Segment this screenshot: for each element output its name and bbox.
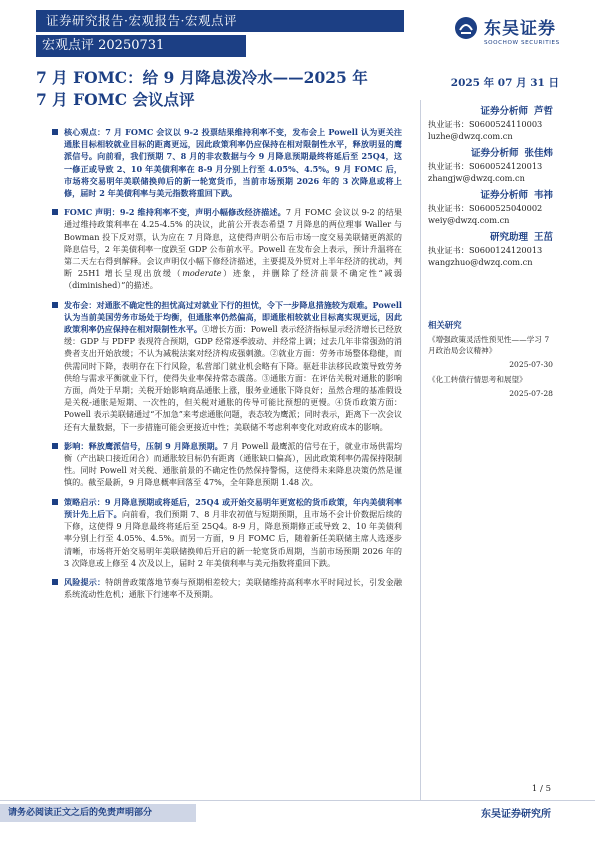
related-item-title[interactable]: 《增强政策灵活性预见性——学习 7 月政治局会议精神》 (428, 334, 550, 355)
analyst-card (428, 104, 553, 142)
related-item-title[interactable]: 《化工转债行情思考和展望》 (428, 375, 527, 384)
bullet-body-tail: ）迹象，并删除了经济前景不确定性“减弱（diminished）”的描述。 (64, 268, 402, 291)
analyst-email[interactable]: wangzhuo@dwzq.com.cn (428, 256, 533, 267)
analyst-role: 证券分析师 (480, 190, 528, 201)
bullet-body-text: 7 月 Powell 最鹰派的信号在于，就业市场供需均衡（产出缺口接近闭合）而通胀较目标仍有距离（通胀缺口偏高），因此政策利率仍需保持限制性。同时 Powell 对关税、通胀前景的不确定性仍然保持警惕，这使得未来降息决策仍然是谨慎的。截至最新，9 月降息概率回落至 47%，全年降息预期 1.48 次。 (64, 440, 402, 488)
report-title (36, 67, 396, 111)
bullet-square-icon (52, 209, 58, 215)
disclaimer-band: 请务必阅读正文之后的免责声明部分 (0, 804, 196, 822)
analyst-cert: 执业证书：S0600524120013 (428, 161, 543, 171)
related-item-date: 2025-07-30 (509, 359, 553, 369)
analyst-role: 证券分析师 (480, 106, 528, 117)
related-item-date: 2025-07-28 (509, 388, 553, 398)
bullet-square-icon (52, 499, 58, 505)
report-type-label: 宏观点评 20250731 (36, 35, 246, 57)
page-number: 1 / 5 (531, 784, 551, 794)
bullet-body-text: 特朗普政策落地节奏与预期相差较大；美联储维持高利率水平时间过长，引发金融系统流动性危机；通胀下行速率不及预期。 (64, 576, 402, 600)
bullet-bold-text: 风险提示： (64, 576, 106, 587)
analyst-email[interactable]: weiy@dwzq.com.cn (428, 214, 510, 225)
related-research (428, 320, 553, 403)
analyst-card (428, 230, 553, 268)
analyst-email[interactable]: zhangjw@dwzq.com.cn (428, 172, 525, 183)
bullet-square-icon (52, 302, 58, 308)
bullet-fomc-statement (52, 206, 402, 291)
bullet-bold-text: 核心观点：7 月 FOMC 会议以 9-2 投票结果维持利率不变，发布会上 Powell 认为更关注通胀目标相较就业目标的距离更远，因此政策利率仍应保持在相对限制性水平，释放明显的鹰派信号。向前看，我们预期 7、8 月的非农数据与今 9 月降息预期最终将延后至 25Q4，这一修正或导致 2、10 年美债利率在 8-9 月分别上行至 4.05%、4.5%。9 月 FOMC 后，市场将交易明年美联储换帅后的新一轮宽货币，当前市场预期 2026 年的 3 次降息或将上修，届时 2 年美债利率与美元指数将重回下跌。 (64, 127, 402, 199)
analyst-cert: 执业证书：S0600124120013 (428, 245, 543, 255)
main-body (52, 126, 402, 607)
bullet-bold-text: 影响：释放鹰派信号，压制 9 月降息预期。 (64, 440, 223, 451)
bullet-square-icon (52, 579, 58, 585)
category-bar: 证券研究报告·宏观报告·宏观点评 (36, 10, 404, 32)
bullet-core-view (52, 126, 402, 199)
logo-mark-icon (454, 16, 478, 40)
analyst-name: 芦哲 (533, 106, 553, 117)
bullet-italic-term: moderate (182, 268, 222, 279)
analyst-cert: 执业证书：S0600525040002 (428, 203, 543, 213)
logo-en-text: SOOCHOW SECURITIES (484, 40, 560, 46)
related-heading: 相关研究 (428, 320, 462, 330)
bullet-impact (52, 440, 402, 489)
analyst-name: 韦祎 (533, 190, 553, 201)
bullet-square-icon (52, 443, 58, 449)
analyst-panel (428, 104, 553, 272)
analyst-name: 张佳炜 (524, 148, 553, 159)
firm-name: 东吴证券研究所 (481, 809, 551, 820)
report-date: 2025 年 07 月 31 日 (450, 77, 559, 89)
bullet-press-conference (52, 299, 402, 433)
logo-cn-text: 东吴证券 (484, 19, 556, 39)
brand-logo (454, 14, 566, 54)
title-line-2: 7 月 FOMC 会议点评 (36, 90, 195, 109)
title-line-1: 7 月 FOMC：给 9 月降息泼冷水——2025 年 (36, 68, 368, 87)
analyst-role: 证券分析师 (470, 148, 519, 159)
analyst-role: 研究助理 (489, 232, 528, 243)
bullet-bold-text: FOMC 声明：9-2 维持利率不变，声明小幅修改经济描述。 (64, 207, 286, 218)
analyst-email[interactable]: luzhe@dwzq.com.cn (428, 130, 513, 141)
analyst-cert: 执业证书：S0600524110003 (428, 119, 543, 129)
footer-divider (0, 800, 595, 801)
analyst-card (428, 188, 553, 226)
analyst-name: 王茁 (533, 232, 553, 243)
bullet-body-text: ①增长方面：Powell 表示经济指标显示经济增长已经放缓：GDP 与 PDFP 表现符合预期，GDP 经常逐季波动、并经常上调；过去几年非常强劲的消费者支出开始放缓；不认为减税法案对经济构成强刺激。②就业方面：劳务市场整体稳健，而供需同时下降，表明存在下行风险，私营部门就业机会略有下降。驱赶非法移民政策导致劳务供给与需求平衡就业下行，使得失业率保持常态震荡。③通胀方面：在评估关税对通胀的影响方面，尚处于早期；关税开始影响商品通胀上涨，服务业通胀下降良好；虽然合理的基准假设是关税-通胀是短期、一次性的，但关税对通胀的传导可能比预想的更慢。④货币政策方面：Powell 表示美联储通过“不加急”来考虑通胀问题，表态较为鹰派；同时表示，距离下一次会议还有大量数据，下一步措施可能会更接近中性；美联储不考虑利率变化对政府成本的影响。 (64, 324, 402, 432)
column-divider (420, 100, 421, 800)
analyst-card (428, 146, 553, 184)
bullet-square-icon (52, 129, 58, 135)
bullet-strategy (52, 496, 402, 569)
bullet-body-text: 向前看，我们预期 7、8 月非农初值与短期预期，且市场不会计价数据后续的下修，这使得 9 月降息最终将延后至 25Q4。8-9 月，降息预期修正或导致 2、10 年美债利率分别上行至 4.05%、4.5%。而另一方面，9 月 FOMC 后，随着新任美联储主席人选逐步清晰，市场将开始交易明年美联储换帅后开启的新一轮宽货币周期，当前市场预期 2026 年的 3 次降息或上修至 4 次及以上，届时 2 年美债利率与美元指数将重回下跌。 (64, 508, 402, 568)
bullet-risk (52, 576, 402, 600)
bullet-body-text: 7 月 FOMC 会议以 9-2 的结果通过维持政策利率在 4.25-4.5% 的决议，此前公开表态希望 7 月降息的两位理事 Waller 与 Bowman 投下反对票，认为应在 7 月降息，这使得声明公布后市场一度交易美联储更鸽派的降息信号，2 年美债利率一度跌至 GDP 公布前水平。Powell 在发布会上表示，预计升温将在第二天左右得到解释。会议声明仅小幅下修经济描述，主要提及外贸对上半年经济的扰动，判断 25H1 增长呈现出放缓（ (64, 207, 403, 279)
bullet-bold-text: 策略启示：9 月降息预期或将延后，25Q4 或开始交易明年更宽松的货币政策，年内美债利率预计先上后下。 (64, 496, 402, 519)
bullet-bold-text: 发布会：对通胀不确定性的担忧高过对就业下行的担忧，令下一步降息措施较为艰难。Powell 认为当前美国劳务市场处于均衡，但通胀率仍然偏高，即通胀相较就业目标离实现更远，因此政策利率仍应保持在相对限制性水平。 (64, 299, 402, 335)
